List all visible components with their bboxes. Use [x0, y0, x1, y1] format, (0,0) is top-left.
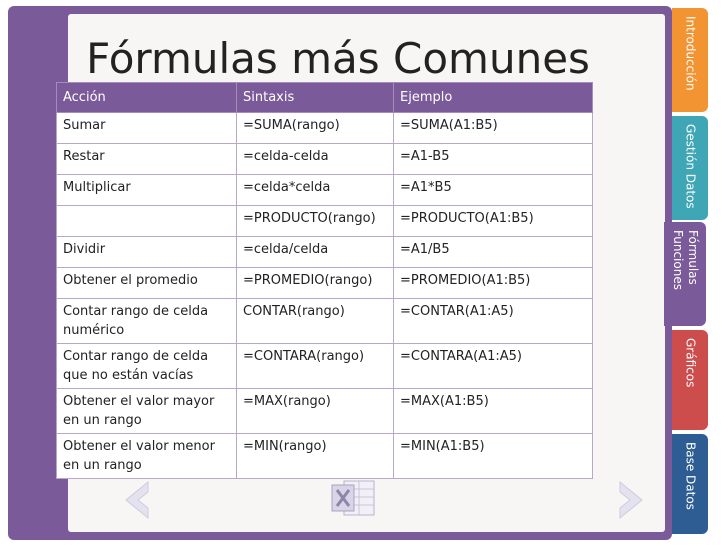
cell-ejemplo: =PRODUCTO(A1:B5) [394, 206, 593, 237]
header-sintaxis: Sintaxis [237, 83, 394, 113]
cell-sintaxis: =SUMA(rango) [237, 113, 394, 144]
table-row [57, 299, 593, 344]
tab-base-datos[interactable]: Base Datos [672, 434, 708, 534]
cell-ejemplo: =CONTARA(A1:A5) [394, 344, 593, 389]
cell-sintaxis: =PRODUCTO(rango) [237, 206, 394, 237]
cell-ejemplo: =A1/B5 [394, 237, 593, 268]
cell-sintaxis: =celda-celda [237, 144, 394, 175]
cell-accion: Multiplicar [57, 175, 237, 206]
cell-ejemplo: =A1*B5 [394, 175, 593, 206]
excel-logo-icon [330, 475, 376, 519]
cell-sintaxis: =PROMEDIO(rango) [237, 268, 394, 299]
cell-accion: Obtener el valor menor en un rango [57, 434, 237, 479]
cell-sintaxis: =celda/celda [237, 237, 394, 268]
chevron-right-icon[interactable] [618, 480, 648, 520]
cell-accion: Sumar [57, 113, 237, 144]
cell-sintaxis: =CONTARA(rango) [237, 344, 394, 389]
chevron-left-icon[interactable] [120, 480, 150, 520]
header-ejemplo: Ejemplo [394, 83, 593, 113]
cell-accion: Obtener el valor mayor en un rango [57, 389, 237, 434]
cell-accion: Contar rango de celda que no están vacías [57, 344, 237, 389]
table-row [57, 344, 593, 389]
page-title: Fórmulas más Comunes [86, 34, 590, 83]
cell-sintaxis: =MIN(rango) [237, 434, 394, 479]
cell-accion: Dividir [57, 237, 237, 268]
cell-sintaxis: =celda*celda [237, 175, 394, 206]
tab-introduccion[interactable]: Introducción [672, 8, 708, 112]
table-row [57, 268, 593, 299]
cell-ejemplo: =PROMEDIO(A1:B5) [394, 268, 593, 299]
cell-accion: Restar [57, 144, 237, 175]
tab-formulas-funciones[interactable]: Fórmulas Funciones [664, 222, 706, 326]
cell-ejemplo: =A1-B5 [394, 144, 593, 175]
formulas-table [56, 82, 593, 479]
table-row [57, 144, 593, 175]
table-row [57, 206, 593, 237]
cell-ejemplo: =MIN(A1:B5) [394, 434, 593, 479]
table-row [57, 113, 593, 144]
cell-accion: Contar rango de celda numérico [57, 299, 237, 344]
header-accion: Acción [57, 83, 237, 113]
cell-accion: Obtener el promedio [57, 268, 237, 299]
table-header-row [57, 83, 593, 113]
cell-ejemplo: =CONTAR(A1:A5) [394, 299, 593, 344]
table-row [57, 434, 593, 479]
table-row [57, 237, 593, 268]
cell-ejemplo: =SUMA(A1:B5) [394, 113, 593, 144]
tab-gestion-datos[interactable]: Gestión Datos [672, 116, 708, 220]
cell-sintaxis: CONTAR(rango) [237, 299, 394, 344]
table-row [57, 389, 593, 434]
cell-sintaxis: =MAX(rango) [237, 389, 394, 434]
cell-accion [57, 206, 237, 237]
table-row [57, 175, 593, 206]
tab-graficos[interactable]: Gráficos [672, 330, 708, 430]
cell-ejemplo: =MAX(A1:B5) [394, 389, 593, 434]
